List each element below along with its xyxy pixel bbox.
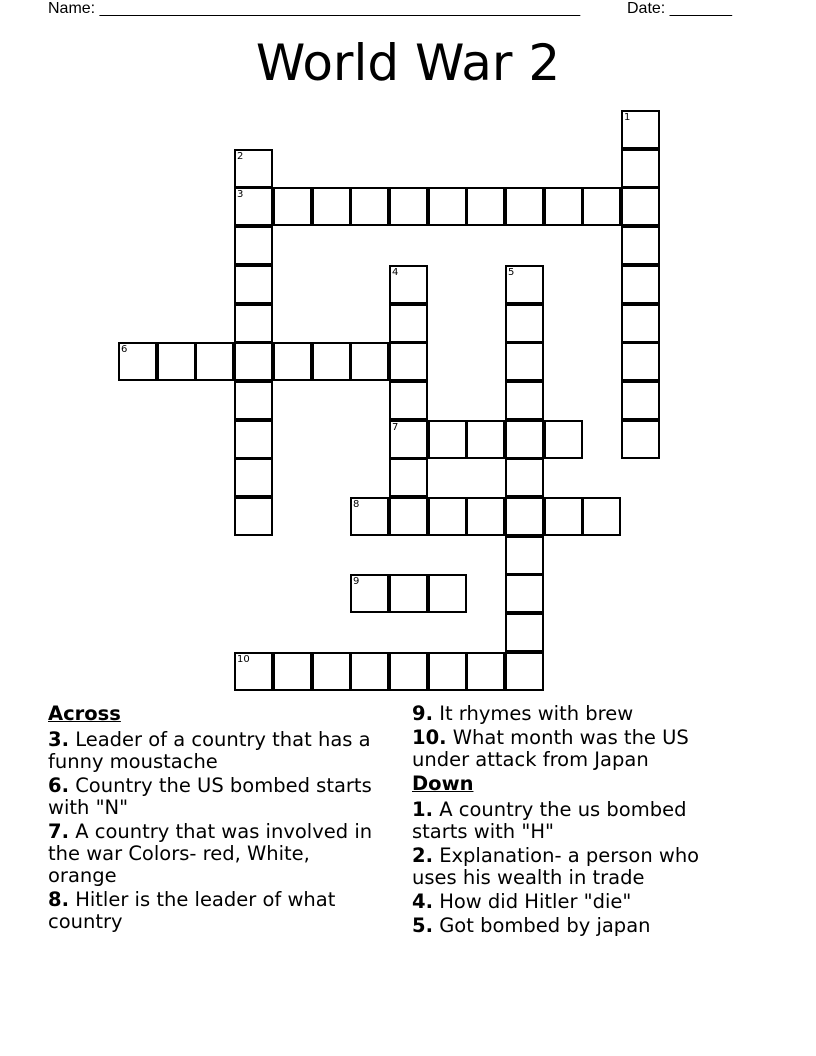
grid-cell[interactable] (428, 497, 467, 536)
grid-cell[interactable] (273, 342, 312, 381)
clue-number: 7. (48, 820, 69, 843)
grid-cell[interactable] (505, 420, 544, 459)
grid-cell[interactable] (389, 265, 428, 304)
grid-cell[interactable] (621, 110, 660, 149)
grid-cell[interactable] (389, 342, 428, 381)
clue-text: It rhymes with brew (439, 702, 634, 725)
clue-across-6 (48, 775, 383, 819)
grid-cell[interactable] (389, 420, 428, 459)
grid-cell[interactable] (582, 497, 621, 536)
clue-text: Got bombed by japan (439, 914, 651, 937)
clue-across-8 (48, 889, 383, 933)
grid-cell[interactable] (195, 342, 234, 381)
clue-number-label: 5 (508, 267, 515, 278)
clue-number: 6. (48, 774, 69, 797)
grid-cell[interactable] (621, 226, 660, 265)
grid-cell[interactable] (544, 497, 583, 536)
grid-cell[interactable] (621, 265, 660, 304)
clue-text: Country the US bombed starts with "N" (48, 774, 372, 819)
grid-cell[interactable] (621, 420, 660, 459)
grid-cell[interactable] (389, 304, 428, 343)
grid-cell[interactable] (234, 381, 273, 420)
grid-cell[interactable] (505, 381, 544, 420)
grid-cell[interactable] (234, 342, 273, 381)
grid-cell[interactable] (428, 420, 467, 459)
grid-cell[interactable] (505, 187, 544, 226)
grid-cell[interactable] (466, 187, 505, 226)
clue-number-label: 6 (121, 344, 128, 355)
clue-number-label: 2 (237, 151, 244, 162)
clue-across-3 (48, 729, 383, 773)
grid-cell[interactable] (234, 497, 273, 536)
clue-text: Leader of a country that has a funny moustache (48, 728, 371, 773)
grid-cell[interactable] (234, 652, 273, 691)
clue-text: What month was the US under attack from Japan (412, 726, 689, 771)
grid-cell[interactable] (505, 613, 544, 652)
clue-number-label: 9 (353, 576, 360, 587)
grid-cell[interactable] (505, 342, 544, 381)
clues-right-column (412, 703, 742, 939)
grid-cell[interactable] (350, 342, 389, 381)
grid-cell[interactable] (118, 342, 157, 381)
grid-cell[interactable] (234, 265, 273, 304)
grid-cell[interactable] (234, 226, 273, 265)
name-field-label: Name: ______________________________________________________ (48, 0, 581, 17)
clue-number: 9. (412, 702, 433, 725)
clue-down-4 (412, 891, 742, 913)
grid-cell[interactable] (428, 652, 467, 691)
grid-cell[interactable] (466, 652, 505, 691)
grid-cell[interactable] (389, 458, 428, 497)
clue-number: 2. (412, 844, 433, 867)
grid-cell[interactable] (350, 574, 389, 613)
clue-across-10 (412, 727, 742, 771)
grid-cell[interactable] (234, 149, 273, 188)
grid-cell[interactable] (621, 304, 660, 343)
across-heading: Across (48, 702, 121, 725)
grid-cell[interactable] (544, 420, 583, 459)
clue-number-label: 8 (353, 499, 360, 510)
grid-cell[interactable] (350, 187, 389, 226)
grid-cell[interactable] (389, 652, 428, 691)
grid-cell[interactable] (466, 497, 505, 536)
clue-number: 8. (48, 888, 69, 911)
clue-down-2 (412, 845, 742, 889)
grid-cell[interactable] (350, 497, 389, 536)
grid-cell[interactable] (312, 187, 351, 226)
grid-cell[interactable] (582, 187, 621, 226)
clue-text: How did Hitler "die" (439, 890, 632, 913)
clue-text: Hitler is the leader of what country (48, 888, 336, 933)
clue-down-1 (412, 799, 742, 843)
clue-text: A country the us bombed starts with "H" (412, 798, 687, 843)
grid-cell[interactable] (505, 536, 544, 575)
clue-number-label: 4 (392, 267, 399, 278)
grid-cell[interactable] (505, 574, 544, 613)
grid-cell[interactable] (389, 574, 428, 613)
page-title: World War 2 (255, 34, 561, 92)
grid-cell[interactable] (273, 187, 312, 226)
grid-cell[interactable] (428, 574, 467, 613)
clue-number: 5. (412, 914, 433, 937)
clue-number: 3. (48, 728, 69, 751)
clue-number-label: 10 (237, 654, 250, 665)
grid-cell[interactable] (505, 652, 544, 691)
grid-cell[interactable] (389, 381, 428, 420)
clue-text: Explanation- a person who uses his wealth in trade (412, 844, 700, 889)
clue-number: 1. (412, 798, 433, 821)
grid-cell[interactable] (505, 458, 544, 497)
grid-cell[interactable] (312, 342, 351, 381)
grid-cell[interactable] (234, 458, 273, 497)
grid-cell[interactable] (389, 187, 428, 226)
down-heading: Down (412, 772, 474, 795)
grid-cell[interactable] (466, 420, 505, 459)
grid-cell[interactable] (234, 187, 273, 226)
clue-number-label: 3 (237, 189, 244, 200)
grid-cell[interactable] (621, 149, 660, 188)
grid-cell[interactable] (505, 304, 544, 343)
clue-across-9 (412, 703, 742, 725)
clue-number-label: 1 (624, 112, 631, 123)
grid-cell[interactable] (428, 187, 467, 226)
grid-cell[interactable] (312, 652, 351, 691)
clue-across-7 (48, 821, 383, 887)
grid-cell[interactable] (157, 342, 196, 381)
grid-cell[interactable] (389, 497, 428, 536)
clue-number-label: 7 (392, 422, 399, 433)
date-field-label: Date: _______ (627, 0, 732, 17)
grid-cell[interactable] (505, 497, 544, 536)
grid-cell[interactable] (350, 652, 389, 691)
clue-text: A country that was involved in the war Colors- red, White, orange (48, 820, 373, 887)
grid-cell[interactable] (621, 381, 660, 420)
grid-cell[interactable] (505, 265, 544, 304)
clue-number: 4. (412, 890, 433, 913)
grid-cell[interactable] (234, 420, 273, 459)
grid-cell[interactable] (234, 304, 273, 343)
grid-cell[interactable] (544, 187, 583, 226)
clues-left-column (48, 703, 383, 935)
grid-cell[interactable] (273, 652, 312, 691)
grid-cell[interactable] (621, 342, 660, 381)
clue-number: 10. (412, 726, 447, 749)
clue-down-5 (412, 915, 742, 937)
grid-cell[interactable] (621, 187, 660, 226)
